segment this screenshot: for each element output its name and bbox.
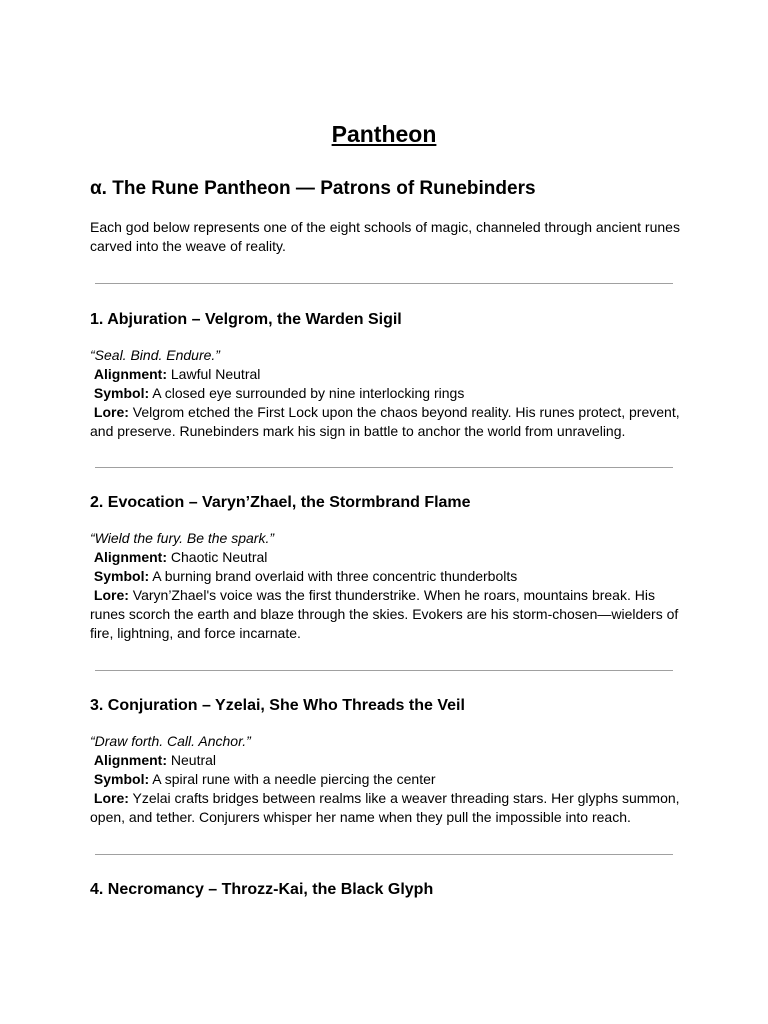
alignment-field (90, 365, 690, 384)
god-motto: “Seal. Bind. Endure.” (90, 347, 220, 363)
lore-label: Lore: (93, 790, 129, 806)
section-divider (95, 467, 673, 468)
page-title: Pantheon (331, 121, 437, 147)
god-motto: “Draw forth. Call. Anchor.” (90, 733, 251, 749)
symbol-field (90, 567, 690, 586)
symbol-value: A closed eye surrounded by nine interlocking rings (152, 385, 465, 401)
god-entry-abjuration (90, 309, 690, 441)
god-heading: 4. Necromancy – Throzz-Kai, the Black Glyph (90, 881, 434, 898)
god-entry-evocation (90, 492, 690, 643)
lore-value: Velgrom etched the First Lock upon the chaos beyond reality. His runes protect, prevent, and preserve. Runebinders mark his sign in battle to anchor the world from unraveling. (90, 404, 680, 439)
alignment-field (90, 548, 690, 567)
symbol-field (90, 384, 690, 403)
god-body (90, 529, 690, 643)
lore-value: Varyn’Zhael's voice was the first thunderstrike. When he roars, mountains break. His runes scorch the earth and blaze through the skies. Evokers are his storm-chosen—wielders of fire, lightning, and force incarnate. (90, 587, 679, 641)
god-entry-conjuration (90, 695, 690, 827)
alignment-field (90, 751, 690, 770)
god-entry-necromancy (90, 879, 690, 901)
symbol-value: A spiral rune with a needle piercing the center (152, 771, 436, 787)
symbol-field (90, 770, 690, 789)
symbol-value: A burning brand overlaid with three concentric thunderbolts (152, 568, 518, 584)
section-divider (95, 283, 673, 284)
alignment-value: Lawful Neutral (170, 366, 261, 382)
alignment-value: Chaotic Neutral (170, 549, 268, 565)
god-heading: 1. Abjuration – Velgrom, the Warden Sigil (90, 311, 402, 328)
lore-label: Lore: (93, 587, 129, 603)
god-body (90, 732, 690, 827)
lore-field (90, 586, 690, 643)
section-divider (95, 854, 673, 855)
god-motto: “Wield the fury. Be the spark.” (90, 530, 275, 546)
alignment-label: Alignment: (93, 366, 167, 382)
lore-field (90, 403, 690, 441)
lore-field (90, 789, 690, 827)
symbol-label: Symbol: (93, 771, 150, 787)
lore-label: Lore: (93, 404, 129, 420)
symbol-label: Symbol: (93, 385, 150, 401)
section-heading: α. The Rune Pantheon — Patrons of Runebinders (90, 178, 536, 199)
god-body (90, 346, 690, 441)
alignment-label: Alignment: (93, 549, 167, 565)
alignment-label: Alignment: (93, 752, 167, 768)
god-heading: 3. Conjuration – Yzelai, She Who Threads the Veil (90, 697, 465, 714)
lore-value: Yzelai crafts bridges between realms like a weaver threading stars. Her glyphs summon, open, and tether. Conjurers whisper her name when they pull the impossible into reach. (90, 790, 680, 825)
alignment-value: Neutral (170, 752, 217, 768)
symbol-label: Symbol: (93, 568, 150, 584)
intro-paragraph: Each god below represents one of the eight schools of magic, channeled through ancient runes carved into the weave of reality. (90, 219, 680, 254)
god-heading: 2. Evocation – Varyn’Zhael, the Stormbrand Flame (90, 494, 471, 511)
section-divider (95, 670, 673, 671)
